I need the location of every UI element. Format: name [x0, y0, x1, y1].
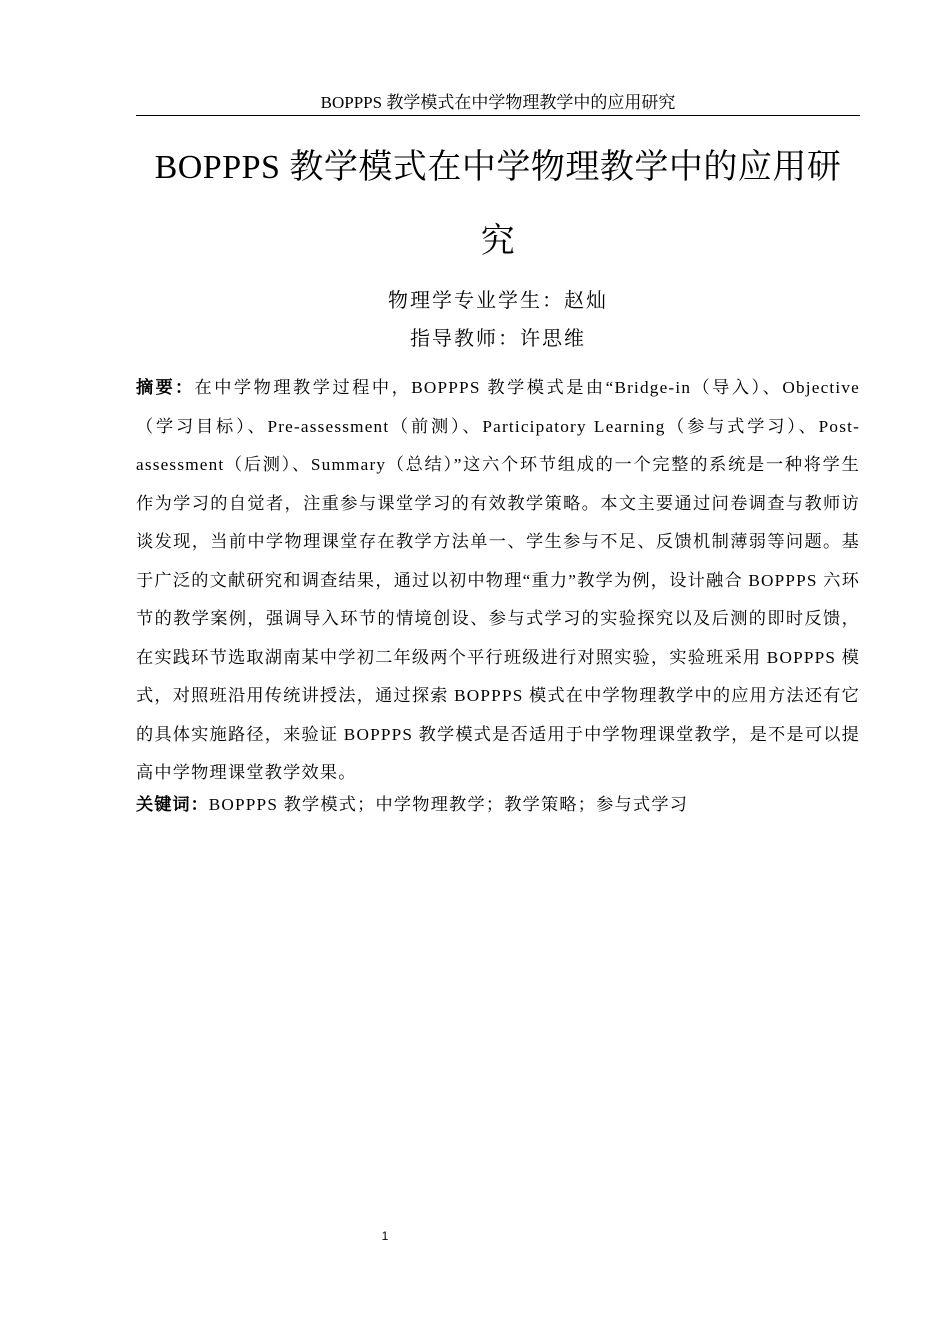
paper-title-line-1: BOPPPS 教学模式在中学物理教学中的应用研: [154, 149, 842, 186]
keywords-text: BOPPPS 教学模式；中学物理教学；教学策略；参与式学习: [208, 795, 689, 814]
student-author: 物理学专业学生：赵灿: [388, 290, 608, 312]
page-number: 1: [381, 1229, 389, 1243]
paper-title: [136, 140, 860, 270]
keywords-label: 关键词：: [136, 795, 209, 814]
paper-title-line-2: 究: [480, 223, 516, 260]
keywords: [136, 791, 860, 819]
advisor-name: 指导教师：许思维: [410, 328, 586, 350]
header-divider: [136, 115, 860, 116]
running-header: BOPPPS 教学模式在中学物理教学中的应用研究: [320, 93, 676, 112]
abstract-label: 摘要：: [136, 378, 195, 397]
abstract-text: 在中学物理教学过程中，BOPPPS 教学模式是由“Bridge-in（导入）、Objective（学习目标）、Pre-assessment（前测）、Participatory Learning（参与式学习）、Post-assessment（后测）、Summary（总结）”这六个环节组成的一个完整的系统是一种将学生作为学习的自觉者，注重参与课堂学习的有效教学策略。本文主要通过问卷调查与教师访谈发现，当前中学物理课堂存在教学方法单一、学生参与不足、反馈机制薄弱等问题。基于广泛的文献研究和调查结果，通过以初中物理“重力”教学为例，设计融合 BOPPPS 六环节的教学案例，强调导入环节的情境创设、参与式学习的实验探究以及后测的即时反馈，在实践环节选取湖南某中学初二年级两个平行班级进行对照实验，实验班采用 BOPPPS 模式，对照班沿用传统讲授法，通过探索 BOPPPS 模式在中学物理教学中的应用方法还有它的具体实施路径，来验证 BOPPPS 教学模式是否适用于中学物理课堂教学，是不是可以提高中学物理课堂教学效果。: [136, 378, 860, 782]
abstract: [136, 369, 860, 793]
